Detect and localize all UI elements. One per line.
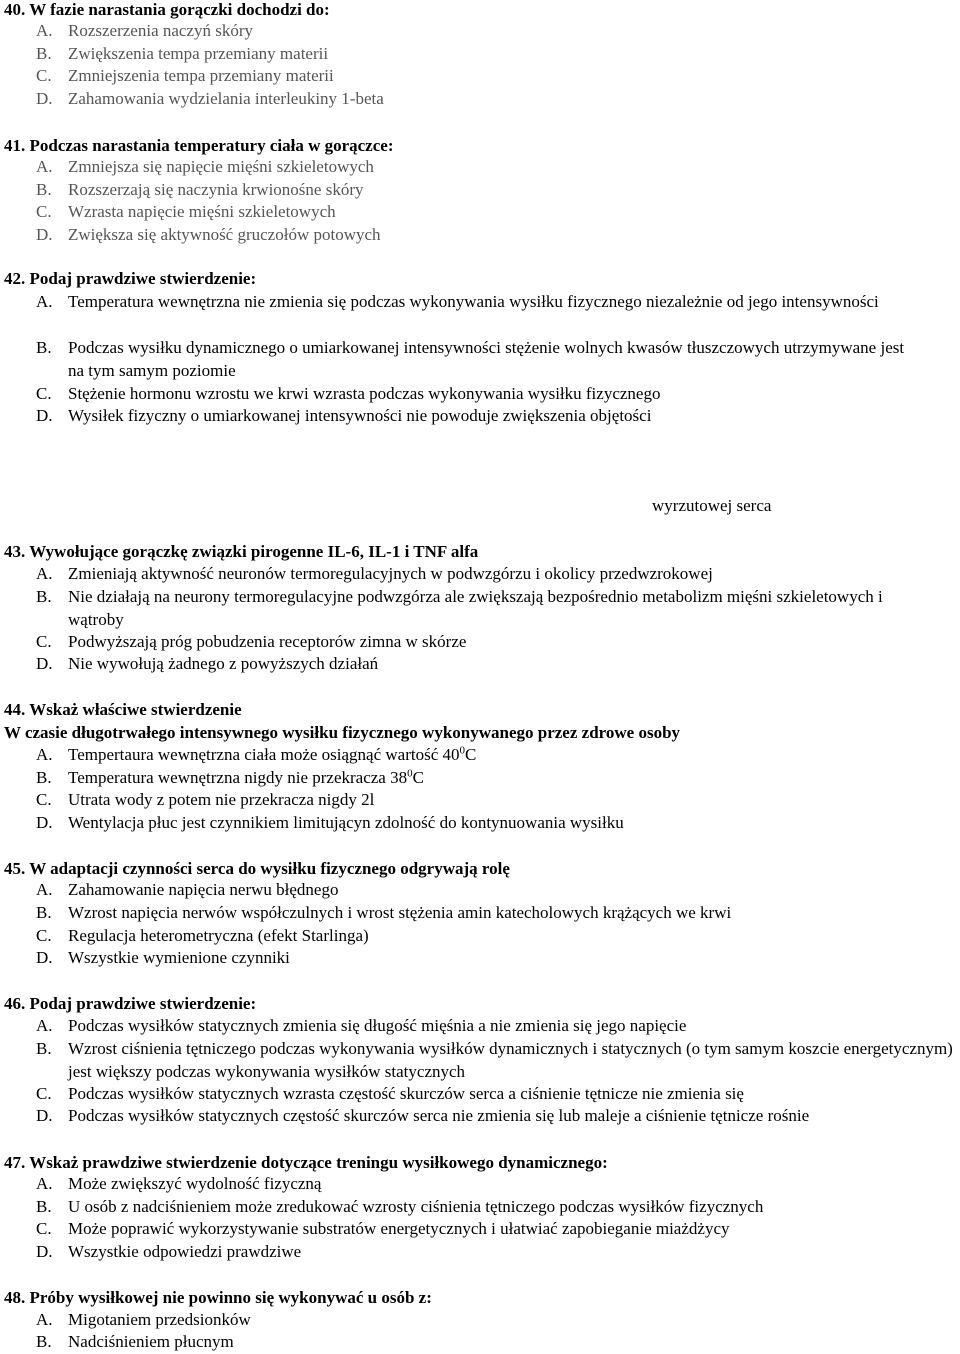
question-title: 43. Wywołujące gorączkę związki pirogenne IL-6, IL-1 i TNF alfa: [4, 542, 479, 561]
option-letter: A.: [36, 1016, 53, 1035]
option-letter: D.: [36, 89, 53, 108]
answer-option: [36, 1241, 956, 1264]
answer-option: [36, 1038, 956, 1083]
option-text: Stężenie hormonu wzrostu we krwi wzrasta podczas wykonywania wysiłku fizycznego: [68, 384, 661, 403]
answer-option: [36, 1173, 956, 1196]
option-text: Wzrost napięcia nerwów współczulnych i wrost stężenia amin katecholowych krążących we krwi: [68, 903, 732, 922]
option-text: Rozszerzają się naczynia krwionośne skóry: [68, 180, 364, 199]
option-letter: D.: [36, 1106, 53, 1125]
option-text: Zwiększenia tempa przemiany materii: [68, 44, 329, 63]
answer-option: [36, 1331, 956, 1354]
answer-option: [36, 43, 956, 66]
question-subtitle: W czasie długotrwałego intensywnego wysiłku fizycznego wykonywanego przez zdrowe osoby: [4, 723, 681, 742]
option-letter: B.: [36, 768, 52, 787]
option-text: Podczas wysiłków statycznych częstość skurczów serca nie zmienia się lub maleje a ciśnienie tętnicze rośnie: [68, 1106, 810, 1125]
question-title: 40. W fazie narastania gorączki dochodzi do:: [4, 0, 330, 19]
answer-option: [36, 224, 956, 247]
answer-option: [36, 631, 956, 654]
option-letter: D.: [36, 1242, 53, 1261]
option-text: Podczas wysiłku dynamicznego o umiarkowanej intensywności stężenie wolnych kwasów tłuszczowych utrzymywane jest na tym samym poziomie: [68, 338, 905, 380]
option-text: Wszystkie odpowiedzi prawdziwe: [68, 1242, 302, 1261]
option-text: Wzrasta napięcie mięśni szkieletowych: [68, 202, 336, 221]
option-letter: A.: [36, 1310, 53, 1329]
option-text: Podwyższają próg pobudzenia receptorów zimna w skórze: [68, 632, 467, 651]
option-text: Temperatura wewnętrzna nigdy nie przekracza $38^0C$: [68, 767, 424, 787]
option-text: Nie działają na neurony termoregulacyjne podwzgórza ale zwiększają bezpośrednio metabolizm mięśni szkieletowych i wątroby: [68, 587, 883, 629]
answer-option: [36, 925, 956, 948]
answer-option: [36, 902, 956, 925]
question-title: 42. Podaj prawdziwe stwierdzenie:: [4, 269, 257, 288]
answer-option: [36, 586, 896, 631]
option-letter: A.: [36, 745, 53, 764]
option-letter: B.: [36, 44, 52, 63]
option-text: Regulacja heterometryczna (efekt Starlinga): [68, 926, 369, 945]
option-letter: B.: [36, 1197, 52, 1216]
answer-option: [36, 1196, 956, 1219]
answer-option: [36, 156, 956, 179]
answer-option: [36, 1218, 956, 1241]
option-text: Może poprawić wykorzystywanie substratów energetycznych i ułatwiać zapobieganie miażdżycy: [68, 1219, 730, 1238]
option-text: Zwiększa się aktywność gruczołów potowych: [68, 225, 381, 244]
option-letter: C.: [36, 926, 52, 945]
option-letter: B.: [36, 180, 52, 199]
option-letter: D.: [36, 406, 53, 425]
option-text: Wszystkie wymienione czynniki: [68, 948, 290, 967]
answer-option: [36, 65, 956, 88]
option-letter: A.: [36, 564, 53, 583]
question-title: 48. Próby wysiłkowej nie powinno się wykonywać u osób z:: [4, 1288, 432, 1307]
option-text: Utrata wody z potem nie przekracza nigdy 2l: [68, 790, 375, 809]
option-letter: C.: [36, 384, 52, 403]
option-letter: A.: [36, 157, 53, 176]
option-letter: C.: [36, 1084, 52, 1103]
option-letter: C.: [36, 202, 52, 221]
option-letter: A.: [36, 292, 53, 311]
option-letter: D.: [36, 654, 53, 673]
option-letter: A.: [36, 880, 53, 899]
question-title: 45. W adaptacji czynności serca do wysiłku fizycznego odgrywają rolę: [4, 859, 510, 878]
option-letter: C.: [36, 632, 52, 651]
option-letter: B.: [36, 903, 52, 922]
option-letter: A.: [36, 21, 53, 40]
option-letter: D.: [36, 813, 53, 832]
option-text: Tempertaura wewnętrzna ciała może osiągnąć wartość $40^0C$: [68, 744, 477, 764]
option-letter: C.: [36, 66, 52, 85]
option-text: Zmieniają aktywność neuronów termoregulacyjnych w podwzgórzu i okolicy przedwzrokowej: [68, 564, 713, 583]
answer-option: [36, 744, 956, 767]
answer-option: [36, 201, 956, 224]
answer-option: [36, 879, 956, 902]
option-letter: B.: [36, 1332, 52, 1351]
option-letter: B.: [36, 1039, 52, 1058]
answer-option: [36, 1083, 956, 1106]
option-text: Wentylacja płuc jest czynnikiem limitującyn zdolność do kontynuowania wysiłku: [68, 813, 624, 832]
answer-option: [36, 20, 956, 43]
option-text: Nie wywołują żadnego z powyższych działań: [68, 654, 379, 673]
option-text: Zahamowania wydzielania interleukiny 1-beta: [68, 89, 384, 108]
answer-option: [36, 1309, 956, 1332]
answer-option: [36, 789, 956, 812]
option-text: Temperatura wewnętrzna nie zmienia się podczas wykonywania wysiłku fizycznego niezależnie od jego intensywności: [68, 292, 879, 311]
answer-option: [36, 812, 956, 835]
option-letter: D.: [36, 948, 53, 967]
option-text: Zmniejszenia tempa przemiany materii: [68, 66, 334, 85]
answer-option: [36, 337, 916, 382]
answer-option: [36, 405, 956, 428]
option-continuation: wyrzutowej serca: [652, 496, 772, 515]
option-text: Podczas wysiłków statycznych wzrasta częstość skurczów serca a ciśnienie tętnicze nie zmienia się: [68, 1084, 744, 1103]
answer-option: [36, 179, 956, 202]
answer-option: [36, 291, 916, 314]
answer-option: [36, 653, 956, 676]
answer-option: [36, 1105, 956, 1128]
answer-option: [36, 767, 956, 790]
question-title: 41. Podczas narastania temperatury ciała w gorączce:: [4, 136, 394, 155]
option-letter: C.: [36, 790, 52, 809]
option-text: Wzrost ciśnienia tętniczego podczas wykonywania wysiłków dynamicznych i statycznych (o tym samym koszcie energetycznym) jest większy podczas wykonywania wysiłków statycznych: [68, 1039, 953, 1081]
option-letter: A.: [36, 1174, 53, 1193]
answer-option: [36, 88, 956, 111]
option-text: Zahamowanie napięcia nerwu błędnego: [68, 880, 339, 899]
answer-option: [36, 383, 956, 406]
option-text: Migotaniem przedsionków: [68, 1310, 251, 1329]
option-letter: D.: [36, 225, 53, 244]
option-letter: B.: [36, 587, 52, 606]
question-title: 46. Podaj prawdziwe stwierdzenie:: [4, 994, 257, 1013]
option-text: Zmniejsza się napięcie mięśni szkieletowych: [68, 157, 374, 176]
answer-option: [36, 1015, 956, 1038]
option-text: Rozszerzenia naczyń skóry: [68, 21, 254, 40]
option-text: Podczas wysiłków statycznych zmienia się długość mięśnia a nie zmienia się jego napięcie: [68, 1016, 687, 1035]
option-letter: C.: [36, 1219, 52, 1238]
answer-option: [36, 947, 956, 970]
option-text: Nadciśnieniem płucnym: [68, 1332, 234, 1351]
option-letter: B.: [36, 338, 52, 357]
answer-option: [36, 563, 956, 586]
option-text: Wysiłek fizyczny o umiarkowanej intensywności nie powoduje zwiększenia objętości: [68, 406, 652, 425]
question-title: 44. Wskaż właściwe stwierdzenie: [4, 700, 242, 719]
option-text: Może zwiększyć wydolność fizyczną: [68, 1174, 322, 1193]
option-text: U osób z nadciśnieniem może zredukować wzrosty ciśnienia tętniczego podczas wysiłków fizycznych: [68, 1197, 764, 1216]
question-title: 47. Wskaż prawdziwe stwierdzenie dotyczące treningu wysiłkowego dynamicznego:: [4, 1153, 608, 1172]
